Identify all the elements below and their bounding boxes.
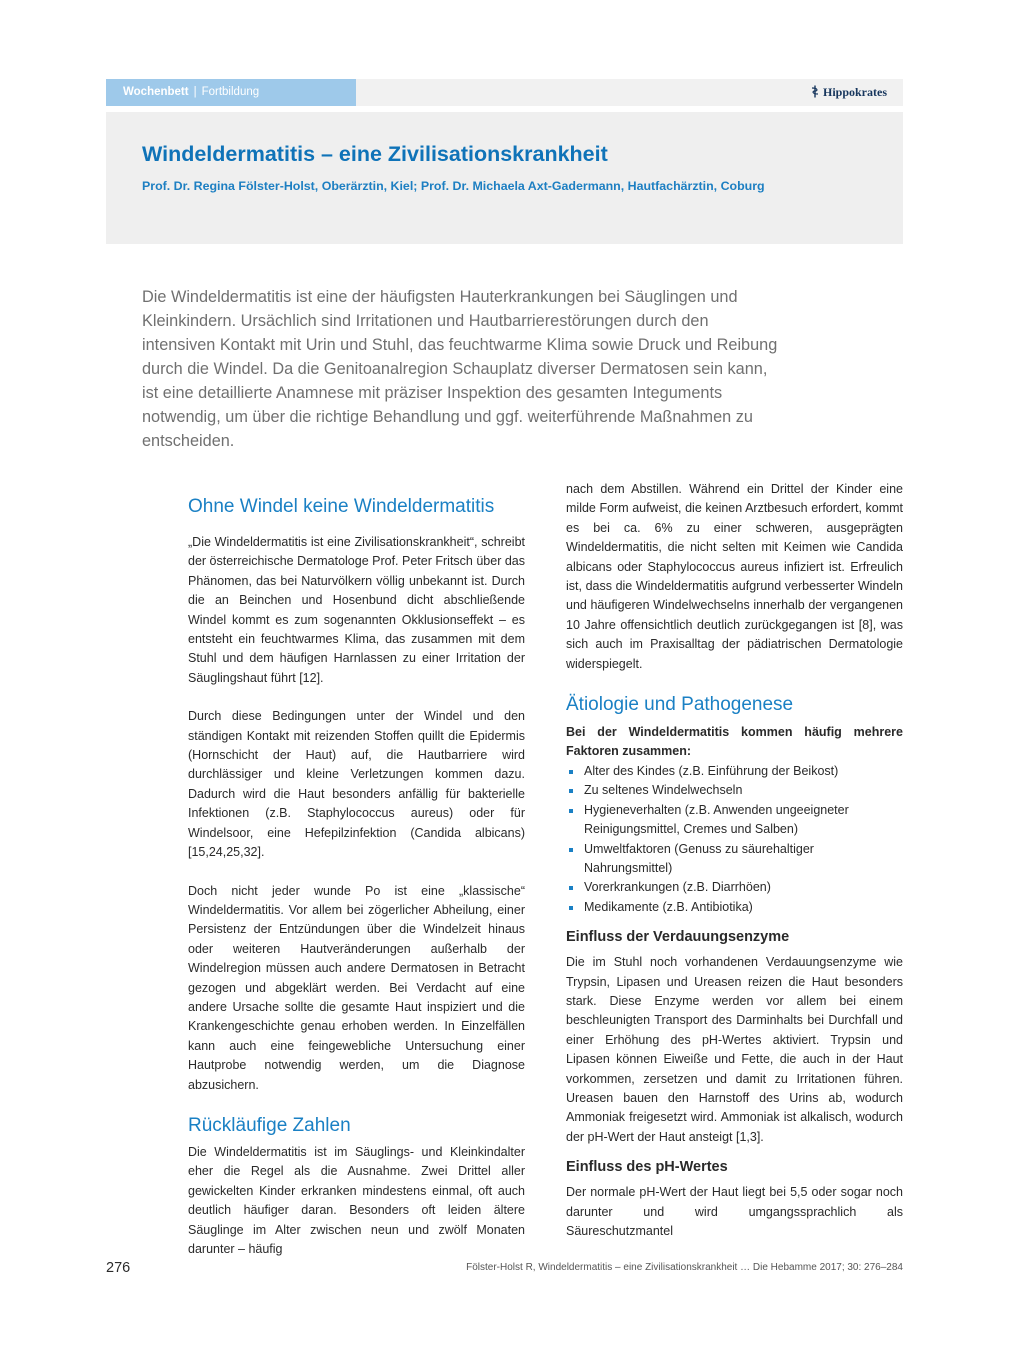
page-number: 276 [106,1260,131,1276]
subsection-heading: Einfluss des pH-Wertes [566,1159,728,1176]
list-item: Hygieneverhalten (z.B. Anwenden ungeeigneter Reinigungsmittel, Cremes und Salben) [566,801,903,840]
list-item: Medikamente (z.B. Antibiotika) [566,898,903,917]
lead-paragraph: Bei der Windeldermatitis kommen häufig mehrere Faktoren zusammen: [566,725,903,759]
section-tab [106,79,356,106]
factors-list [566,762,903,917]
section-heading: Ätiologie und Pathogenese [566,694,794,716]
publisher-logo [810,79,887,106]
right-column [566,480,903,1241]
section-heading: Ohne Windel keine Windeldermatitis [188,496,495,517]
subsection-heading: Einfluss der Verdauungsenzyme [566,929,790,946]
body-paragraph: Doch nicht jeder wunde Po ist eine „klassische“ Windeldermatitis. Vor allem bei zögerlicher Abheilung, einer Persistenz der Entzündungen über die Windelzeit hinaus oder weiteren Hautveränderungen außerhalb der Windelregion müssen auch andere Dermatosen in Betracht gezogen und abgeklärt werden. Bei Verdacht auf eine andere Ursache sollte die gesamte Haut inspiziert und die Krankengeschichte genau erhoben werden. In Einzelfällen kann auch eine feingewebliche Untersuchung einer Hautprobe notwendig werden, um die Diagnose abzusichern. [188,883,525,1092]
article-authors: Prof. Dr. Regina Fölster-Holst, Oberärztin, Kiel; Prof. Dr. Michaela Axt-Gadermann, Hautfachärztin, Coburg [142,179,765,193]
body-paragraph: Der normale pH-Wert der Haut liegt bei 5,5 oder sogar noch darunter und wird umgangssprachlich als Säureschutzmantel [566,1185,903,1238]
article-title: Windeldermatitis – eine Zivilisationskrankheit [142,142,608,166]
section-heading: Rückläufige Zahlen [188,1114,351,1136]
title-box [106,112,903,244]
list-item: Umweltfaktoren (Genuss zu säurehaltiger Nahrungsmittel) [566,840,903,879]
list-item: Alter des Kindes (z.B. Einführung der Beikost) [566,762,903,781]
body-paragraph: „Die Windeldermatitis ist eine Zivilisationskrankheit“, schreibt der österreichische Dermatologe Prof. Peter Fritsch über das Phänomen, das bei Naturvölkern völlig unbekannt ist. Durch die an Beinchen und Hosenbund dicht abschließende Windel kommt es zum sogenannten Okklusionseffekt – es entsteht ein feuchtwarmes Klima, das zusammen mit dem Stuhl und dem häufigen Harnlassen zu einer Irritation der Säuglingshaut führt [12]. [188,535,525,685]
footer-citation: Fölster-Holst R, Windeldermatitis – eine Zivilisationskrankheit … Die Hebamme 2017; 30: 276–284 [466,1262,903,1273]
list-item: Zu seltenes Windelwechseln [566,781,903,800]
publisher-name: Hippokrates [822,85,887,99]
body-paragraph: nach dem Abstillen. Während ein Drittel der Kinder eine milde Form aufweist, die keinen Arztbesuch erfordert, kommt es bei ca. 6% zu einer schweren, ausgeprägten Windeldermatitis, die nicht selten mit Keimen wie Candida albicans oder Staphylococcus aureus infiziert ist. Erfreulich ist, dass die Windeldermatitis aufgrund verbesserter Windeln und häufigeren Windelwechselns innerhalb der vergangenen 10 Jahre offensichtlich deutlich zurückgegangen ist [8], was sich auch im Praxisalltag der pädiatrischen Dermatologie widerspiegelt. [566,482,903,671]
article-abstract: Die Windeldermatitis ist eine der häufigsten Hauterkrankungen bei Säuglingen und Kleinkindern. Ursächlich sind Irritationen und Hautbarrierestörungen durch den intensiven Kontakt mit Urin und Stuhl, das feuchtwarme Klima sowie Druck und Reibung durch die Windel. Da die Genitoanalregion Schauplatz diverser Dermatosen sein kann, ist eine detaillierte Anamnese mit präziser Inspektion des gesamten Integuments notwendig, um über die richtige Behandlung und ggf. weiterführende Maßnahmen zu entscheiden. [142,288,778,450]
list-item: Vorerkrankungen (z.B. Diarrhöen) [566,878,903,897]
body-paragraph: Die im Stuhl noch vorhandenen Verdauungsenzyme wie Trypsin, Lipasen und Ureasen reizen die Haut besonders stark. Diese Enzyme werden vor allem bei einem beschleunigten Transport des Darminhalts bei Durchfall und einer Erhöhung des pH-Wertes aktiviert. Trypsin und Lipasen können Eiweiße und Fette, die auch in der Haut vorkommen, zersetzen und damit zu Irritationen führen. Ureasen bauen den Harnstoff des Urins ab, wodurch Ammoniak freigesetzt wird. Ammoniak ist alkalisch, wodurch der pH-Wert der Haut ansteigt [1,3]. [566,955,903,1144]
body-paragraph: Die Windeldermatitis ist im Säuglings- und Kleinkindalter eher die Regel als die Ausnahme. Zwei Drittel aller gewickelten Kinder erkranken mindestens einmal, oft auch deutlich häufiger daran. Besonders oft leiden ältere Säuglinge im Alter zwischen neun und zwölf Monaten darunter – häufig [188,1144,525,1256]
body-paragraph: Durch diese Bedingungen unter der Windel und den ständigen Kontakt mit reizenden Stoffen quillt die Epidermis (Hornschicht der Haut) auf, die Hautbarriere wird durchlässiger und kleine Verletzungen kommen dazu. Dadurch wird die Haut besonders anfällig für bakterielle Infektionen (z.B. Staphylococcus aureus) oder für Windelsoor, eine Hefepilzinfektion (Candida albicans) [15,24,25,32]. [188,709,525,860]
section-separator: | [193,86,197,98]
running-header [106,79,903,106]
section-label: Wochenbett [123,86,189,98]
staff-of-asclepius-icon [810,85,820,98]
left-column [188,480,525,1259]
category-label: Fortbildung [201,86,260,98]
